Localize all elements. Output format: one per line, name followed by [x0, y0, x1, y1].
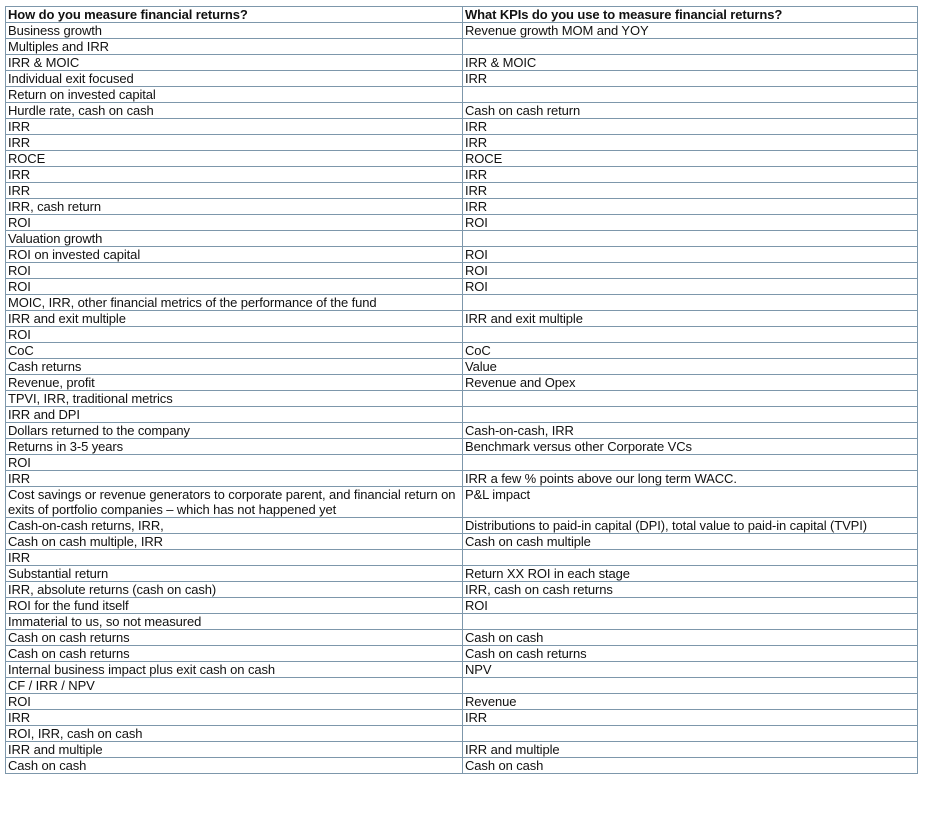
measurement-cell: ROI on invested capital: [6, 247, 463, 263]
measurement-cell: Cash on cash returns: [6, 630, 463, 646]
kpi-cell: [463, 231, 918, 247]
table-row: [6, 662, 918, 678]
kpi-cell: IRR and exit multiple: [463, 311, 918, 327]
table-row: [6, 279, 918, 295]
table-row: [6, 199, 918, 215]
kpi-cell: Revenue growth MOM and YOY: [463, 23, 918, 39]
kpi-cell: Cash on cash return: [463, 103, 918, 119]
kpi-cell: IRR: [463, 710, 918, 726]
table-row: [6, 550, 918, 566]
measurement-cell: Substantial return: [6, 566, 463, 582]
measurement-cell: IRR: [6, 183, 463, 199]
column-header-kpis: What KPIs do you use to measure financial returns?: [463, 7, 918, 23]
measurement-cell: Valuation growth: [6, 231, 463, 247]
measurement-cell: IRR, absolute returns (cash on cash): [6, 582, 463, 598]
table-row: [6, 646, 918, 662]
measurement-cell: ROI for the fund itself: [6, 598, 463, 614]
kpi-cell: Cash on cash: [463, 758, 918, 774]
kpi-cell: [463, 550, 918, 566]
kpi-cell: [463, 614, 918, 630]
measurement-cell: Cash on cash returns: [6, 646, 463, 662]
kpi-cell: IRR: [463, 183, 918, 199]
kpi-cell: ROI: [463, 598, 918, 614]
measurement-cell: Revenue, profit: [6, 375, 463, 391]
measurement-cell: Internal business impact plus exit cash on cash: [6, 662, 463, 678]
measurement-cell: IRR: [6, 471, 463, 487]
kpi-cell: Revenue and Opex: [463, 375, 918, 391]
measurement-cell: Cash on cash: [6, 758, 463, 774]
kpi-cell: NPV: [463, 662, 918, 678]
kpi-cell: IRR: [463, 71, 918, 87]
measurement-cell: ROI: [6, 215, 463, 231]
kpi-cell: IRR: [463, 199, 918, 215]
kpi-cell: [463, 726, 918, 742]
table-row: [6, 231, 918, 247]
table-row: [6, 327, 918, 343]
kpi-cell: Return XX ROI in each stage: [463, 566, 918, 582]
table-row: [6, 439, 918, 455]
table-row: [6, 678, 918, 694]
measurement-cell: ROI: [6, 263, 463, 279]
measurement-cell: ROI: [6, 694, 463, 710]
measurement-cell: Cost savings or revenue generators to corporate parent, and financial return on exits of portfolio companies – which has not happened yet: [6, 487, 463, 518]
measurement-cell: IRR & MOIC: [6, 55, 463, 71]
table-row: [6, 263, 918, 279]
kpi-cell: IRR, cash on cash returns: [463, 582, 918, 598]
kpi-cell: [463, 678, 918, 694]
measurement-cell: IRR: [6, 119, 463, 135]
kpi-cell: IRR: [463, 135, 918, 151]
kpi-cell: IRR: [463, 119, 918, 135]
kpi-cell: Distributions to paid-in capital (DPI), total value to paid-in capital (TVPI): [463, 518, 918, 534]
table-row: [6, 71, 918, 87]
table-row: [6, 87, 918, 103]
table-row: [6, 742, 918, 758]
kpi-cell: ROI: [463, 263, 918, 279]
measurement-cell: CF / IRR / NPV: [6, 678, 463, 694]
measurement-cell: ROI: [6, 279, 463, 295]
column-header-measurement: How do you measure financial returns?: [6, 7, 463, 23]
table-row: [6, 135, 918, 151]
kpi-cell: IRR & MOIC: [463, 55, 918, 71]
kpi-cell: [463, 327, 918, 343]
measurement-cell: IRR: [6, 135, 463, 151]
kpi-cell: Value: [463, 359, 918, 375]
kpi-cell: Cash on cash: [463, 630, 918, 646]
table-row: [6, 295, 918, 311]
kpi-cell: [463, 295, 918, 311]
survey-table-container: [5, 6, 917, 774]
kpi-cell: IRR: [463, 167, 918, 183]
measurement-cell: IRR: [6, 167, 463, 183]
table-body: [6, 23, 918, 774]
measurement-cell: Hurdle rate, cash on cash: [6, 103, 463, 119]
table-row: [6, 487, 918, 518]
table-row: [6, 215, 918, 231]
table-row: [6, 710, 918, 726]
kpi-cell: IRR a few % points above our long term WACC.: [463, 471, 918, 487]
table-row: [6, 471, 918, 487]
kpi-cell: [463, 87, 918, 103]
measurement-cell: Return on invested capital: [6, 87, 463, 103]
table-row: [6, 167, 918, 183]
table-row: [6, 183, 918, 199]
measurement-cell: IRR and DPI: [6, 407, 463, 423]
table-row: [6, 455, 918, 471]
kpi-cell: Benchmark versus other Corporate VCs: [463, 439, 918, 455]
kpi-cell: [463, 39, 918, 55]
table-row: [6, 103, 918, 119]
measurement-cell: IRR: [6, 710, 463, 726]
measurement-cell: Individual exit focused: [6, 71, 463, 87]
measurement-cell: ROI: [6, 327, 463, 343]
kpi-cell: CoC: [463, 343, 918, 359]
kpi-cell: IRR and multiple: [463, 742, 918, 758]
table-row: [6, 359, 918, 375]
measurement-cell: Cash-on-cash returns, IRR,: [6, 518, 463, 534]
table-row: [6, 311, 918, 327]
measurement-cell: MOIC, IRR, other financial metrics of the performance of the fund: [6, 295, 463, 311]
kpi-cell: P&L impact: [463, 487, 918, 518]
measurement-cell: Multiples and IRR: [6, 39, 463, 55]
measurement-cell: IRR, cash return: [6, 199, 463, 215]
measurement-cell: ROI, IRR, cash on cash: [6, 726, 463, 742]
measurement-cell: Returns in 3-5 years: [6, 439, 463, 455]
measurement-cell: Immaterial to us, so not measured: [6, 614, 463, 630]
measurement-cell: ROCE: [6, 151, 463, 167]
kpi-cell: Revenue: [463, 694, 918, 710]
kpi-cell: Cash on cash multiple: [463, 534, 918, 550]
table-row: [6, 151, 918, 167]
measurement-cell: Cash returns: [6, 359, 463, 375]
table-row: [6, 423, 918, 439]
table-row: [6, 598, 918, 614]
measurement-cell: IRR and exit multiple: [6, 311, 463, 327]
measurement-cell: Cash on cash multiple, IRR: [6, 534, 463, 550]
measurement-cell: IRR and multiple: [6, 742, 463, 758]
measurement-cell: TPVI, IRR, traditional metrics: [6, 391, 463, 407]
table-row: [6, 630, 918, 646]
table-row: [6, 39, 918, 55]
kpi-cell: ROI: [463, 247, 918, 263]
table-row: [6, 247, 918, 263]
table-row: [6, 694, 918, 710]
kpi-cell: ROI: [463, 215, 918, 231]
financial-returns-table: [5, 6, 918, 774]
table-row: [6, 726, 918, 742]
table-row: [6, 518, 918, 534]
measurement-cell: Dollars returned to the company: [6, 423, 463, 439]
kpi-cell: [463, 391, 918, 407]
measurement-cell: Business growth: [6, 23, 463, 39]
measurement-cell: IRR: [6, 550, 463, 566]
measurement-cell: CoC: [6, 343, 463, 359]
measurement-cell: ROI: [6, 455, 463, 471]
table-row: [6, 407, 918, 423]
kpi-cell: ROI: [463, 279, 918, 295]
kpi-cell: Cash on cash returns: [463, 646, 918, 662]
table-row: [6, 55, 918, 71]
table-row: [6, 566, 918, 582]
table-row: [6, 582, 918, 598]
table-header-row: [6, 7, 918, 23]
table-row: [6, 614, 918, 630]
table-row: [6, 534, 918, 550]
table-row: [6, 343, 918, 359]
table-row: [6, 119, 918, 135]
kpi-cell: [463, 455, 918, 471]
kpi-cell: ROCE: [463, 151, 918, 167]
kpi-cell: Cash-on-cash, IRR: [463, 423, 918, 439]
table-row: [6, 391, 918, 407]
table-row: [6, 375, 918, 391]
table-row: [6, 23, 918, 39]
kpi-cell: [463, 407, 918, 423]
table-row: [6, 758, 918, 774]
